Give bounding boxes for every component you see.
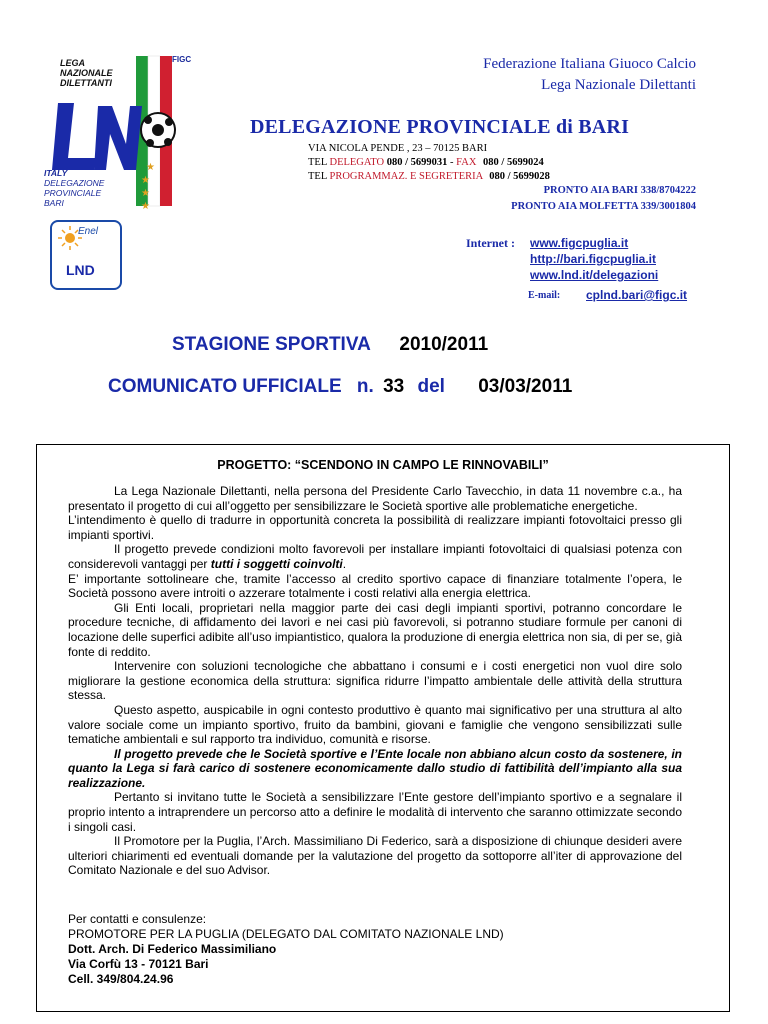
lnd-bottom-line: ITALY xyxy=(44,168,68,178)
season-year: 2010/2011 xyxy=(399,334,489,355)
announcement-body xyxy=(68,484,682,878)
svg-text:★: ★ xyxy=(141,175,150,186)
tel-delegato-label: DELEGATO xyxy=(329,157,385,168)
paragraph xyxy=(68,542,682,571)
season-label: STAGIONE SPORTIVA xyxy=(172,334,371,355)
svg-text:★: ★ xyxy=(141,188,150,199)
federation-header xyxy=(483,54,696,96)
lnd-top-line: LEGA xyxy=(60,58,86,68)
federation-name: Federazione Italiana Giuoco Calcio xyxy=(483,56,696,72)
email-link[interactable]: cplnd.bari@figc.it xyxy=(586,288,688,302)
tel-programm-number: 080 / 5699028 xyxy=(489,171,550,182)
paragraph: Questo aspetto, auspicabile in ogni contesto produttivo è quanto mai significativo per una struttura al alto valore sociale come un impianto sportivo, fruito da bambini, giovani e famiglie che vengono sensibilizzati sulle tematiche ambientali e sul rapporto tra individuo, comunità e risorse. xyxy=(68,702,682,747)
tel-label: TEL xyxy=(308,171,327,182)
comm-label: COMUNICATO UFFICIALE xyxy=(108,376,342,397)
figc-vertical-text: FIGC xyxy=(172,55,192,64)
contacts-address: Via Corfù 13 - 70121 Bari xyxy=(68,957,209,971)
season-title xyxy=(172,334,488,356)
project-title: PROGETTO: “SCENDONO IN CAMPO LE RINNOVABILI” xyxy=(217,458,549,472)
comm-n: n. xyxy=(356,376,374,397)
comm-date: 03/03/2011 xyxy=(478,376,573,397)
tel-programm-line xyxy=(308,170,550,184)
pronto-aia-molfetta: PRONTO AIA MOLFETTA 339/3001804 xyxy=(511,201,696,212)
address-line: VIA NICOLA PENDE , 23 – 70125 BARI xyxy=(308,143,488,154)
link-lnd-delegazioni[interactable]: www.lnd.it/delegazioni xyxy=(530,268,659,282)
lnd-top-line: DILETTANTI xyxy=(60,78,112,88)
fax-label: FAX xyxy=(456,157,477,168)
lnd-top-line: NAZIONALE xyxy=(60,68,113,78)
comm-del: del xyxy=(417,376,445,397)
paragraph: Gli Enti locali, proprietari nella maggior parte dei casi degli impianti sportivi, potranno concordare le procedure tecniche, di affidamento dei lavori e nei casi più favorevoli, si potranno studiare formule per canoni di locazione delle superfici adibite all’uso impiantistico, qualora la produzione di energia elettrica non sia, di per se, già fonte di reddito. xyxy=(68,600,682,659)
contacts-name: Dott. Arch. Di Federico Massimiliano xyxy=(68,942,277,956)
lnd-bottom-line: PROVINCIALE xyxy=(44,188,102,198)
paragraph: Pertanto si invitano tutte le Società a sensibilizzare l’Ente gestore dell’impianto sportivo e a segnalare il proprio intento a intraprendere un percorso atto a definire le modalità di intervento che saranno ottimizzate secondo i singoli casi. xyxy=(68,790,682,834)
communication-title xyxy=(108,376,572,398)
contacts-role: PROMOTORE PER LA PUGLIA (DELEGATO DAL COMITATO NAZIONALE LND) xyxy=(68,927,504,941)
enel-lnd-text: LND xyxy=(66,262,95,278)
delegation-title: DELEGAZIONE PROVINCIALE di BARI xyxy=(250,116,630,138)
comm-number: 33 xyxy=(383,376,405,397)
svg-text:★: ★ xyxy=(141,201,150,212)
lnd-bottom-line: DELEGAZIONE xyxy=(44,178,105,188)
paragraph: La Lega Nazionale Dilettanti, nella persona del Presidente Carlo Tavecchio, in data 11 novembre c.a., ha presentato il progetto di cui all’oggetto per sensibilizzare le Società sportive alle problematiche energetiche. xyxy=(68,484,682,513)
lnd-logo-bottom-text xyxy=(44,168,104,208)
svg-text:★: ★ xyxy=(146,162,155,173)
tel-delegato-number: 080 / 5699031 xyxy=(386,157,448,168)
email-label: E-mail: xyxy=(528,290,561,301)
fax-number: 080 / 5699024 xyxy=(483,157,544,168)
paragraph-text: . xyxy=(342,556,347,571)
pronto-aia-bari: PRONTO AIA BARI 338/8704222 xyxy=(543,185,696,196)
paragraph-bold: Il progetto prevede che le Società sportive e l’Ente locale non abbiano alcun costo da sostenere, in quanto la Lega si farà carico di sostenere economicamente dallo studio di fattibilità dell’impianto alla sua realizzazione. xyxy=(68,746,682,790)
paragraph-text: Il progetto prevede condizioni molto favorevoli per installare impianti fotovoltaici di qualsiasi potenza con considerevoli vantaggi per xyxy=(68,542,682,571)
paragraph: L’intendimento è quello di tradurre in opportunità concreta la possibilità di realizzare impianti fotovoltaici presso gli impianti sportivi. xyxy=(68,513,682,542)
league-name: Lega Nazionale Dilettanti xyxy=(541,77,696,93)
link-bari-figcpuglia[interactable]: http://bari.figcpuglia.it xyxy=(530,252,656,266)
internet-label: Internet : xyxy=(466,236,515,250)
emphasis-text: tutti i soggetti coinvolti xyxy=(210,556,343,571)
tel-programm-label: PROGRAMMAZ. E SEGRETERIA xyxy=(329,171,483,182)
tel-label: TEL xyxy=(308,157,327,168)
link-figcpuglia[interactable]: www.figcpuglia.it xyxy=(530,236,629,250)
contacts-label: Per contatti e consulenze: xyxy=(68,912,207,926)
paragraph: Intervenire con soluzioni tecnologiche che abbattano i consumi e i costi energetici non vuol dire solo migliorare la gestione economica della struttura: significa ridurre l’impatto ambientale delle attività della struttura stessa. xyxy=(68,659,682,703)
tel-delegato-line: TEL DELEGATO 080 / 5699031 - FAX 080 / 5699024 xyxy=(308,157,544,168)
enel-text: Enel xyxy=(78,226,99,237)
lnd-logo-top-text xyxy=(60,58,113,88)
contacts-section xyxy=(68,912,688,987)
paragraph: Il Promotore per la Puglia, l’Arch. Massimiliano Di Federico, sarà a disposizione di chiunque desideri avere ulteriori chiarimenti ed eventuali domande per la valutazione del progetto da sottoporre all’iter di approvazione del Comitato Nazionale e del suo Advisor. xyxy=(68,834,682,878)
lnd-bottom-line: BARI xyxy=(44,198,64,208)
paragraph: E’ importante sottolineare che, tramite l’accesso al credito sportivo capace di finanziare totalmente l’opera, le Società possono avere introiti o azzerare totalmente i costi relativi alla energia elettrica. xyxy=(68,571,682,601)
contacts-cell: Cell. 349/804.24.96 xyxy=(68,972,174,986)
